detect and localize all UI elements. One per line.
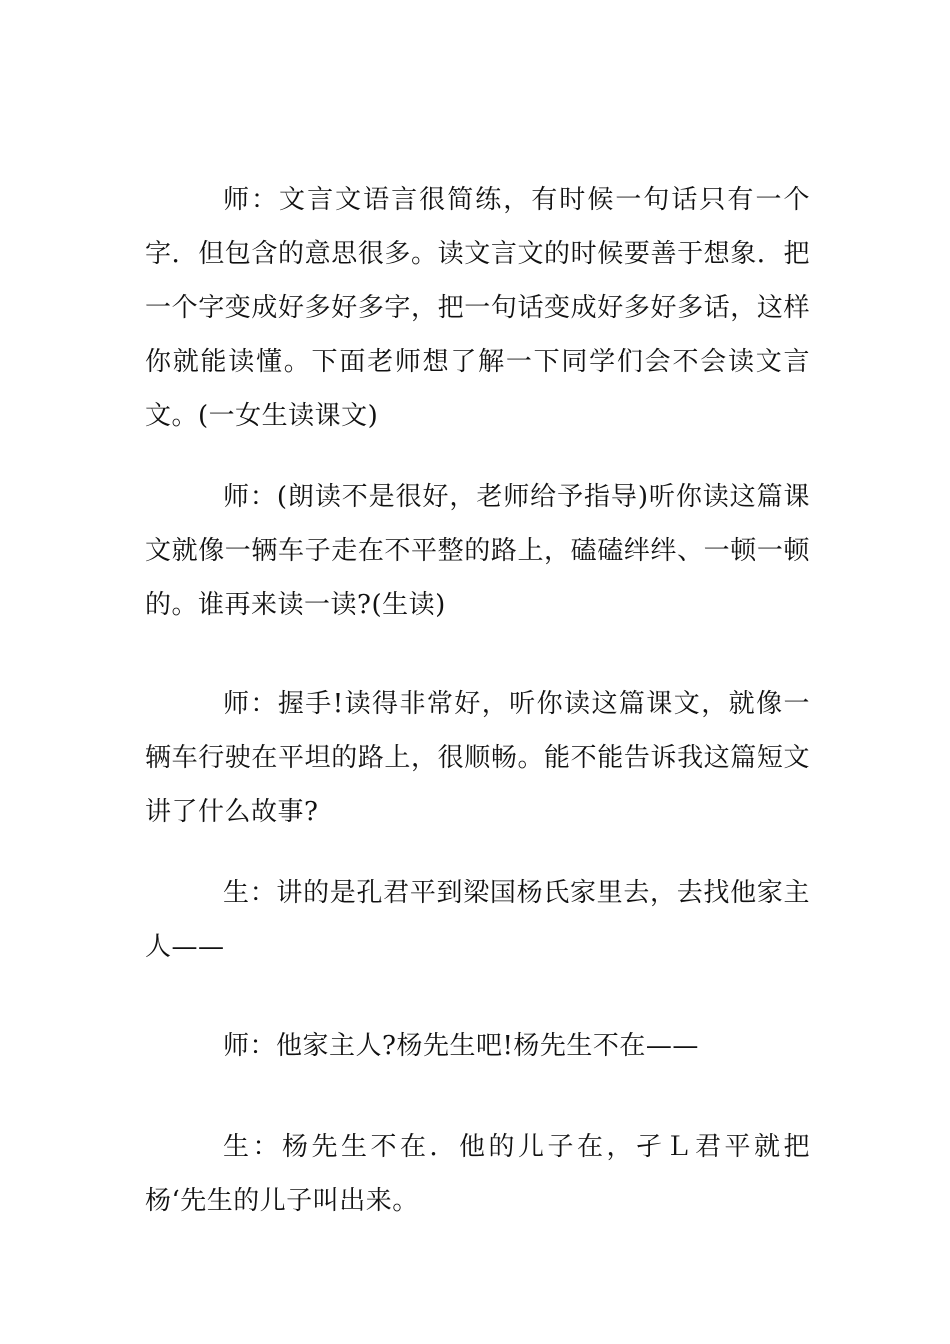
paragraph-student-answer: 生：讲的是孔君平到梁国杨氏家里去，去找他家主人—— — [145, 878, 810, 962]
paragraph-student-reply: 生：杨先生不在．他的儿子在，孑Ｌ君平就把杨‘先生的儿子叫出来。 — [145, 1132, 810, 1216]
paragraph-teacher-intro: 师：文言文语言很简练，有时候一句话只有一个字．但包含的意思很多。读文言文的时候要善于想象．把一个字变成好多好多字，把一句话变成好多好多话，这样你就能读懂。下面老师想了解一下同学们会不会读文言文。(一女生读课文) — [145, 185, 810, 431]
paragraph-teacher-praise: 师：握手!读得非常好，听你读这篇课文，就像一辆车行驶在平坦的路上，很顺畅。能不能告诉我这篇短文讲了什么故事? — [145, 689, 810, 827]
paragraph-teacher-question: 师：他家主人?杨先生吧!杨先生不在—— — [223, 1031, 699, 1061]
paragraph-teacher-guidance: 师：(朗读不是很好，老师给予指导)听你读这篇课文就像一辆车子走在不平整的路上，磕磕绊绊、一顿一顿的。谁再来读一读?(生读) — [145, 482, 810, 620]
